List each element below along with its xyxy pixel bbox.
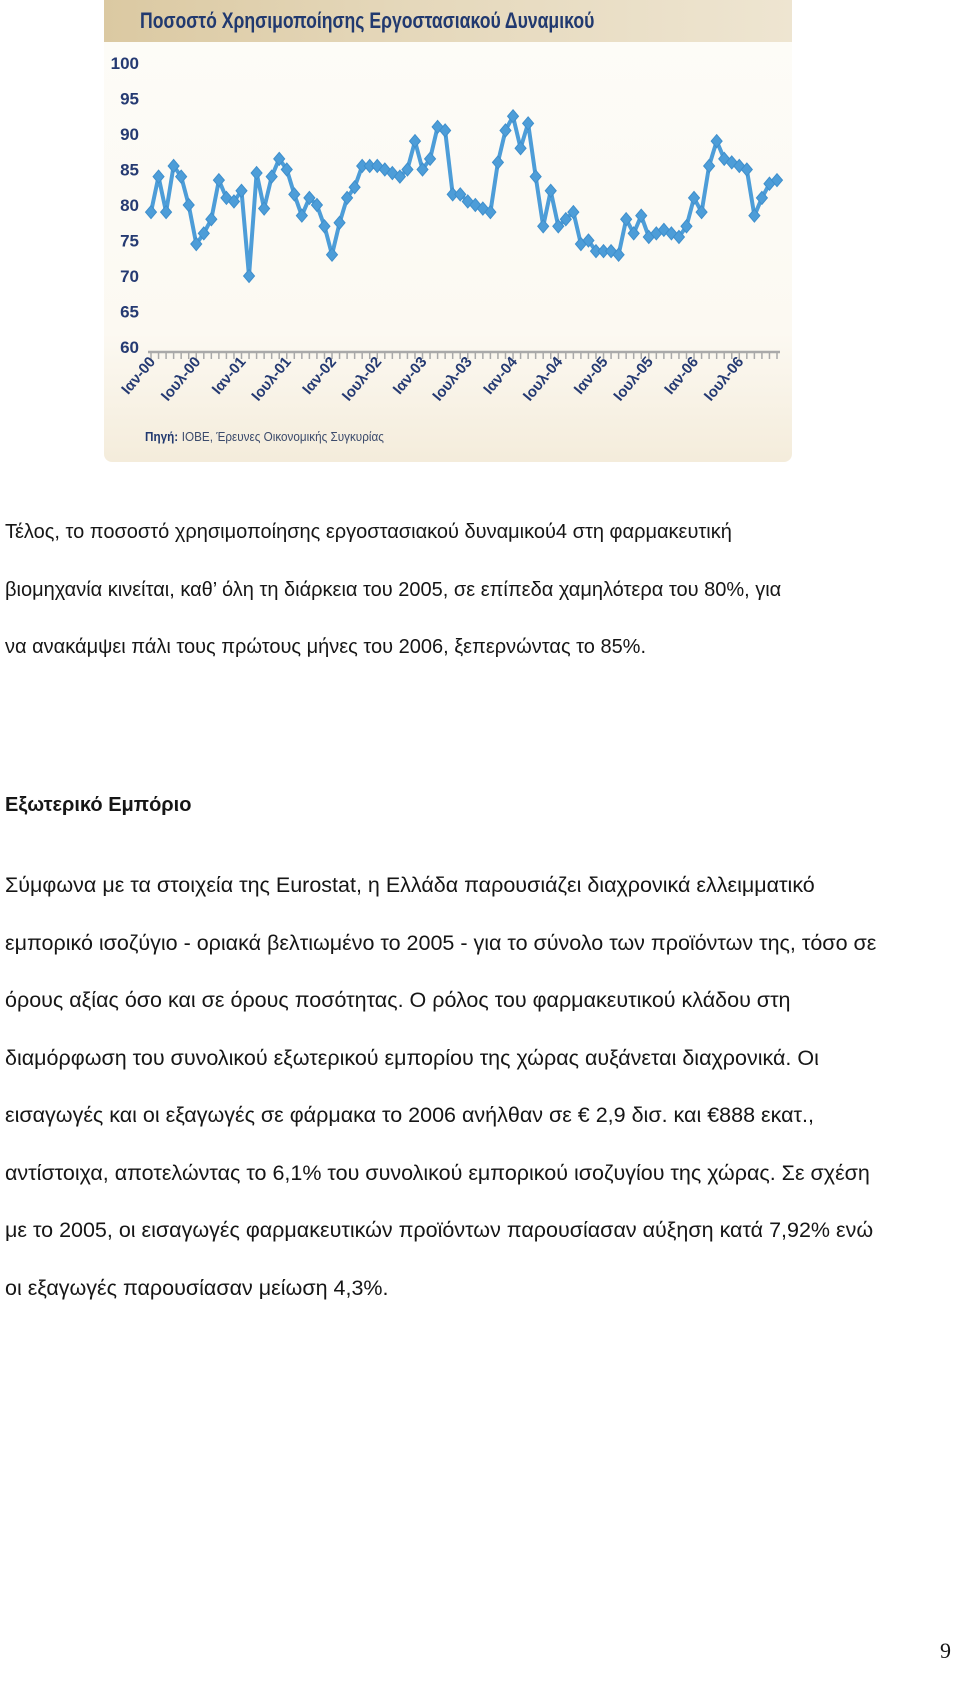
x-tick-label: Ιουλ-03 (429, 353, 476, 405)
x-tick-label: Ιαν-05 (570, 353, 612, 398)
y-tick-label: 60 (120, 338, 139, 357)
data-point (251, 167, 262, 180)
source-label: Πηγή: (145, 429, 179, 444)
data-point (530, 170, 541, 183)
data-point (161, 206, 172, 219)
x-tick-label: Ιουλ-04 (519, 353, 567, 405)
x-tick-label: Ιαν-06 (661, 353, 703, 398)
paragraph-line: Σύμφωνα με τα στοιχεία της Eurostat, η Ελλάδα παρουσιάζει διαχρονικά ελλειμματικό (5, 873, 815, 897)
y-tick-label: 70 (120, 267, 139, 286)
paragraph-foreign-trade (5, 857, 955, 1317)
x-tick-label: Ιουλ-01 (248, 353, 295, 405)
x-tick-label: Ιαν-04 (480, 353, 522, 398)
data-point (319, 220, 330, 233)
data-point (334, 216, 345, 229)
paragraph-line: όρους αξίας όσο και σε όρους ποσότητας. Ο ρόλος του φαρμακευτικού κλάδου στη (5, 988, 791, 1012)
x-tick-label: Ιαν-03 (389, 353, 431, 398)
paragraph-line: να ανακάμψει πάλι τους πρώτους μήνες του 2006, ξεπερνώντας το 85%. (5, 636, 647, 658)
y-tick-label: 90 (120, 125, 139, 144)
y-tick-label: 100 (110, 54, 139, 73)
data-point (244, 270, 255, 283)
x-tick-label: Ιουλ-05 (610, 353, 657, 405)
data-point (146, 206, 157, 219)
data-point (492, 156, 503, 169)
chart-plot-area (104, 0, 792, 462)
chart-title: Ποσοστό Χρησιμοποίησης Εργοστασιακού Δυναμικού (140, 8, 595, 33)
y-tick-label: 75 (120, 231, 139, 251)
paragraph-line: διαμόρφωση του συνολικού εξωτερικού εμπορίου της χώρας αυξάνεται διαχρονικά. Οι (5, 1045, 819, 1070)
section-heading: Εξωτερικό Εμπόριο (5, 794, 192, 816)
x-tick-label: Ιαν-01 (208, 353, 250, 398)
paragraph-line: με το 2005, οι εισαγωγές φαρμακευτικών προϊόντων παρουσίασαν αύξηση κατά 7,92% ενώ (5, 1218, 874, 1242)
chart-source (145, 428, 384, 446)
data-point (409, 135, 420, 148)
paragraph-capacity-utilization (5, 504, 955, 677)
x-tick-label: Ιαν-00 (118, 353, 160, 398)
data-point (327, 248, 338, 261)
paragraph-line: εισαγωγές και οι εξαγωγές σε φάρμακα το 2006 ανήλθαν σε € 2,9 δισ. και €888 εκατ., (5, 1103, 814, 1127)
data-point (259, 202, 270, 215)
paragraph-line: αντίστοιχα, αποτελώντας το 6,1% του συνολικού εμπορικού ισοζυγίου της χώρας. Σε σχέση (5, 1160, 870, 1185)
x-tick-label: Ιαν-02 (299, 353, 341, 398)
x-tick-label: Ιουλ-06 (700, 353, 748, 405)
data-point (289, 188, 300, 201)
data-point (515, 142, 526, 155)
y-tick-label: 80 (120, 196, 139, 215)
capacity-utilization-chart (104, 0, 792, 462)
data-point (538, 220, 549, 233)
data-point (523, 117, 534, 130)
y-tick-label: 95 (120, 89, 139, 109)
page-number: 9 (940, 1638, 951, 1663)
paragraph-line: εμπορικό ισοζύγιο - οριακά βελτιωμένο το 2005 - για το σύνολο των προϊόντων της, τόσο σε (5, 930, 877, 955)
data-point (153, 170, 164, 183)
paragraph-line: βιομηχανία κινείται, καθ’ όλη τη διάρκεια του 2005, σε επίπεδα χαμηλότερα του 80%, για (5, 578, 782, 601)
paragraph-line: οι εξαγωγές παρουσίασαν μείωση 4,3%. (5, 1275, 389, 1300)
x-tick-label: Ιουλ-00 (157, 353, 205, 405)
source-text: ΙΟΒΕ, Έρευνες Οικονομικής Συγκυρίας (181, 429, 384, 444)
data-point (704, 159, 715, 172)
data-point (183, 199, 194, 212)
data-point (545, 184, 556, 197)
y-tick-label: 65 (120, 302, 139, 322)
y-tick-label: 85 (120, 160, 139, 180)
x-tick-label: Ιουλ-02 (338, 353, 386, 405)
paragraph-line: Τέλος, το ποσοστό χρησιμοποίησης εργοστασιακού δυναμικού4 στη φαρμακευτική (5, 521, 732, 543)
